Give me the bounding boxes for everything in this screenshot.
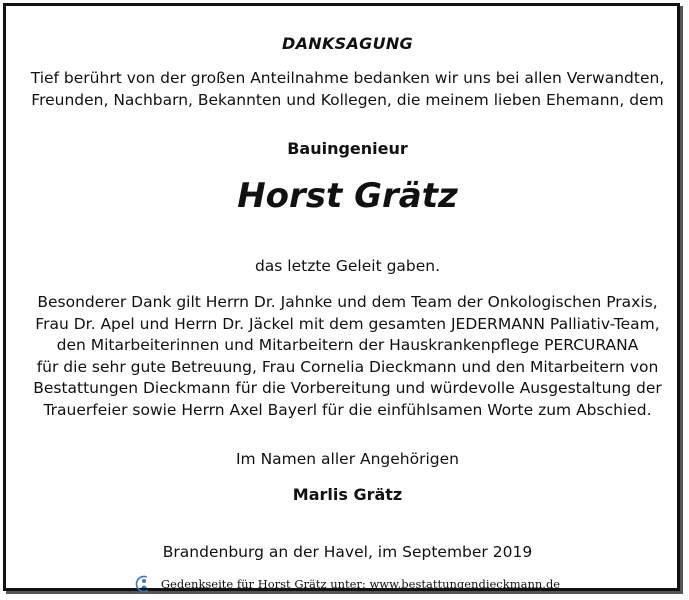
thanks-line-2: Frau Dr. Apel und Herrn Dr. Jäckel mit dem gesamten JEDERMANN Palliativ-Team,	[35, 315, 660, 333]
thanks-line-6: Trauerfeier sowie Herrn Axel Bayerl für die einfühlsamen Worte zum Abschied.	[43, 401, 652, 419]
deceased-name: Horst Grätz	[237, 176, 458, 216]
thanks-line-4: für die sehr gute Betreuung, Frau Cornelia Dieckmann und den Mitarbeitern von	[36, 358, 659, 376]
memorial-page-icon	[135, 575, 153, 593]
notice-frame	[3, 3, 680, 591]
intro-line-1: Tief berührt von der großen Anteilnahme bedanken wir uns bei allen Verwandten,	[30, 69, 665, 87]
thanks-line-5: Bestattungen Dieckmann für die Vorbereitung und würdevolle Ausgestaltung der	[33, 379, 662, 397]
after-name-text: das letzte Geleit gaben.	[254, 257, 441, 275]
thanks-line-3: den Mitarbeiterinnen und Mitarbeitern der Hauskrankenpflege PERCURANA	[56, 336, 639, 354]
profession: Bauingenieur	[287, 139, 408, 158]
footer-text: Gedenkseite für Horst Grätz unter: www.bestattungendieckmann.de	[160, 577, 561, 591]
notice-heading: DANKSAGUNG	[281, 34, 413, 53]
intro-line-2: Freunden, Nachbarn, Bekannten und Kollegen, die meinem lieben Ehemann, dem	[31, 91, 664, 109]
signer-name: Marlis Grätz	[292, 485, 403, 504]
on-behalf-text: Im Namen aller Angehörigen	[235, 450, 459, 468]
thanks-line-1: Besonderer Dank gilt Herrn Dr. Jahnke und dem Team der Onkologischen Praxis,	[37, 293, 658, 311]
place-date: Brandenburg an der Havel, im September 2019	[162, 543, 533, 561]
footer	[6, 574, 689, 594]
